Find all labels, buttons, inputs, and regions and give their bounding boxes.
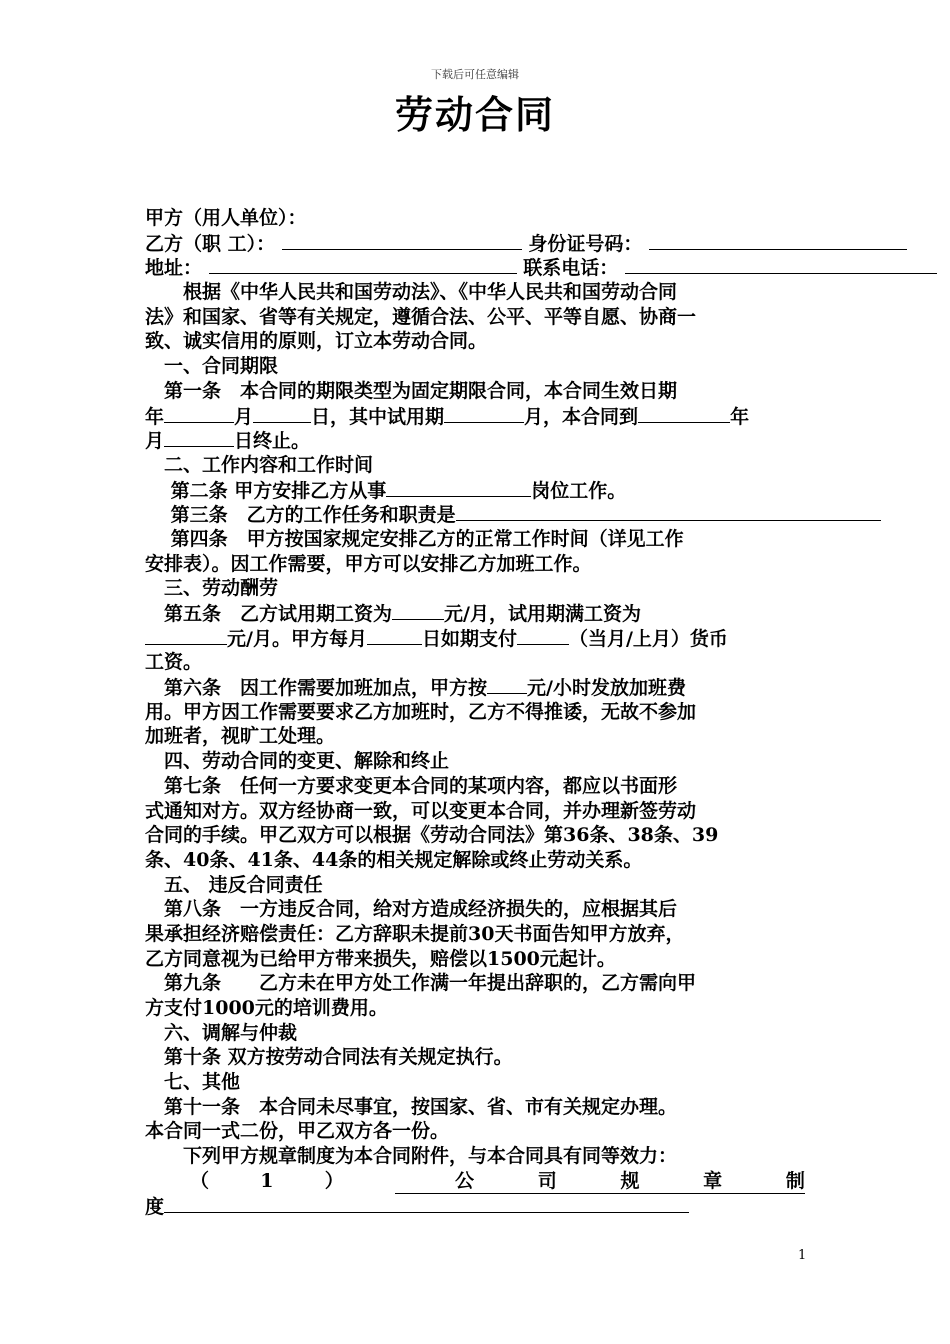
- article-2-text: 第二条 甲方安排乙方从事: [145, 479, 387, 502]
- overtime-rate-field[interactable]: [487, 675, 527, 694]
- section-heading-pay: 三、劳动酬劳: [145, 577, 279, 600]
- phone-label: 联系电话：: [523, 257, 619, 280]
- article-2-suffix: 岗位工作。: [531, 479, 627, 502]
- start-month-field[interactable]: [164, 404, 234, 423]
- attachment-char: 章: [703, 1169, 723, 1192]
- section-heading-liability: 五、 违反合同责任: [145, 873, 323, 896]
- text-month-2: 月: [145, 430, 165, 453]
- header-note: 下载后可任意编辑: [431, 68, 519, 81]
- attachment-char: 司: [537, 1169, 557, 1192]
- id-number-label: 身份证号码：: [528, 232, 643, 255]
- attachment-paren-close: ）: [324, 1169, 344, 1192]
- article-10: 第十条 双方按劳动合同法有关规定执行。: [145, 1046, 513, 1069]
- text-month: 月: [234, 405, 254, 428]
- intro-line-1: 根据《中华人民共和国劳动法》、《中华人民共和国劳动合同: [145, 281, 678, 304]
- pay-day-field[interactable]: [367, 626, 422, 645]
- article-5-text: 第五条 乙方试用期工资为: [145, 603, 393, 625]
- party-b-name-field[interactable]: [282, 231, 522, 250]
- regular-salary-field[interactable]: [145, 626, 227, 645]
- text-year-2: 年: [730, 405, 750, 428]
- article-11-line-1: 第十一条 本合同未尽事宜，按国家、省、市有关规定办理。: [145, 1095, 678, 1118]
- article-6-line-3: 加班者，视旷工处理。: [145, 725, 336, 748]
- article-5-text-3: 元/月。甲方每月: [227, 627, 367, 650]
- article-6-text-2: 元/小时发放加班费: [527, 677, 686, 700]
- text-day-end: 日终止。: [234, 430, 311, 453]
- end-year-field[interactable]: [638, 404, 730, 423]
- article-6-text: 第六条 因工作需要加班加点，甲方按: [145, 677, 488, 700]
- article-5-text-5: （当月/上月）货币: [568, 627, 728, 650]
- party-b-row: [145, 231, 950, 256]
- attachment-rules-field[interactable]: [395, 1169, 805, 1194]
- article-5-text-4: 日如期支付: [421, 627, 517, 650]
- article-2: [145, 478, 950, 503]
- article-6-line-1: [145, 675, 950, 700]
- contract-body: [145, 206, 950, 1218]
- address-field[interactable]: [209, 255, 517, 274]
- article-8-line-3: 乙方同意视为已给甲方带来损失，赔偿以1500元起计。: [145, 947, 616, 970]
- attachment-char: 公: [454, 1169, 474, 1192]
- article-6-line-2: 用。甲方因工作需要要求乙方加班时，乙方不得推诿，无故不参加: [145, 700, 697, 723]
- page-number: 1: [798, 1248, 807, 1263]
- article-8-line-2: 果承担经济赔偿责任：乙方辞职未提前30天书面告知甲方放弃，: [145, 922, 685, 945]
- article-11-line-3: 下列甲方规章制度为本合同附件，与本合同具有同等效力：: [145, 1145, 678, 1168]
- party-b-label: 乙方（职 工）：: [145, 232, 276, 255]
- intro-line-3: 致、诚实信用的原则，订立本劳动合同。: [145, 330, 488, 353]
- attachment-continuation-field[interactable]: [164, 1194, 689, 1213]
- article-5-line-1: [145, 601, 950, 626]
- party-a-label: 甲方（用人单位）：: [145, 207, 307, 229]
- start-day-field[interactable]: [253, 404, 311, 423]
- id-number-field[interactable]: [649, 231, 907, 250]
- section-heading-term: 一、合同期限: [145, 355, 279, 378]
- article-5-line-2: [145, 626, 950, 651]
- attachment-line-2: [145, 1194, 950, 1219]
- attachment-line: [145, 1169, 805, 1194]
- address-label: 地址：: [145, 257, 203, 280]
- article-3: [145, 502, 950, 527]
- article-9-line-2: 方支付1000元的培训费用。: [145, 997, 388, 1019]
- article-8-line-1: 第八条 一方违反合同，给对方造成经济损失的，应根据其后: [145, 898, 678, 921]
- attachment-char: 规: [620, 1169, 640, 1192]
- text-year: 年: [145, 405, 165, 428]
- article-9-line-1: 第九条 乙方未在甲方处工作满一年提出辞职的，乙方需向甲: [145, 972, 697, 995]
- article-7-line-4: 条、40条、41条、44条的相关规定解除或终止劳动关系。: [145, 848, 643, 871]
- article-5-line-3: 工资。: [145, 651, 203, 674]
- article-5-text-2: 元/月，试用期满工资为: [444, 603, 641, 625]
- article-4-line-2: 安排表）。因工作需要，甲方可以安排乙方加班工作。: [145, 552, 592, 575]
- end-day-field[interactable]: [164, 428, 234, 447]
- attachment-number: 1: [260, 1169, 274, 1192]
- article-1-line-3: [145, 428, 950, 453]
- text-contract-until: 月，本合同到: [524, 405, 639, 428]
- article-1-line-2: [145, 404, 950, 429]
- attachment-char: 度: [145, 1195, 165, 1218]
- duties-field[interactable]: [456, 502, 881, 521]
- section-heading-work: 二、工作内容和工作时间: [145, 453, 374, 476]
- article-1-line-1: 第一条 本合同的期限类型为固定期限合同，本合同生效日期: [145, 379, 678, 402]
- trial-salary-field[interactable]: [392, 601, 444, 620]
- article-3-text: 第三条 乙方的工作任务和职责是: [145, 504, 456, 527]
- article-4-line-1: 第四条 甲方按国家规定安排乙方的正常工作时间（详见工作: [145, 527, 684, 550]
- attachment-paren-open: （: [190, 1169, 210, 1192]
- article-7-line-2: 式通知对方。双方经协商一致，可以变更本合同，并办理新签劳动: [145, 799, 697, 822]
- phone-field[interactable]: [625, 255, 937, 274]
- section-heading-other: 七、其他: [145, 1071, 241, 1094]
- position-field[interactable]: [386, 478, 531, 497]
- article-11-line-2: 本合同一式二份，甲乙双方各一份。: [145, 1120, 450, 1143]
- text-trial-period: 日，其中试用期: [311, 405, 445, 428]
- document-title: 劳动合同: [394, 92, 555, 137]
- article-7-line-1: 第七条 任何一方要求变更本合同的某项内容，都应以书面形: [145, 774, 678, 797]
- section-heading-change: 四、劳动合同的变更、解除和终止: [145, 750, 450, 773]
- trial-months-field[interactable]: [444, 404, 524, 423]
- intro-line-2: 法》和国家、省等有关规定，遵循合法、公平、平等自愿、协商一: [145, 305, 697, 328]
- pay-month-field[interactable]: [517, 626, 569, 645]
- section-heading-arbitration: 六、调解与仲裁: [145, 1021, 298, 1044]
- attachment-char: 制: [785, 1169, 805, 1192]
- address-row: [145, 255, 950, 280]
- article-7-line-3: 合同的手续。甲乙双方可以根据《劳动合同法》第36条、38条、39: [145, 824, 719, 847]
